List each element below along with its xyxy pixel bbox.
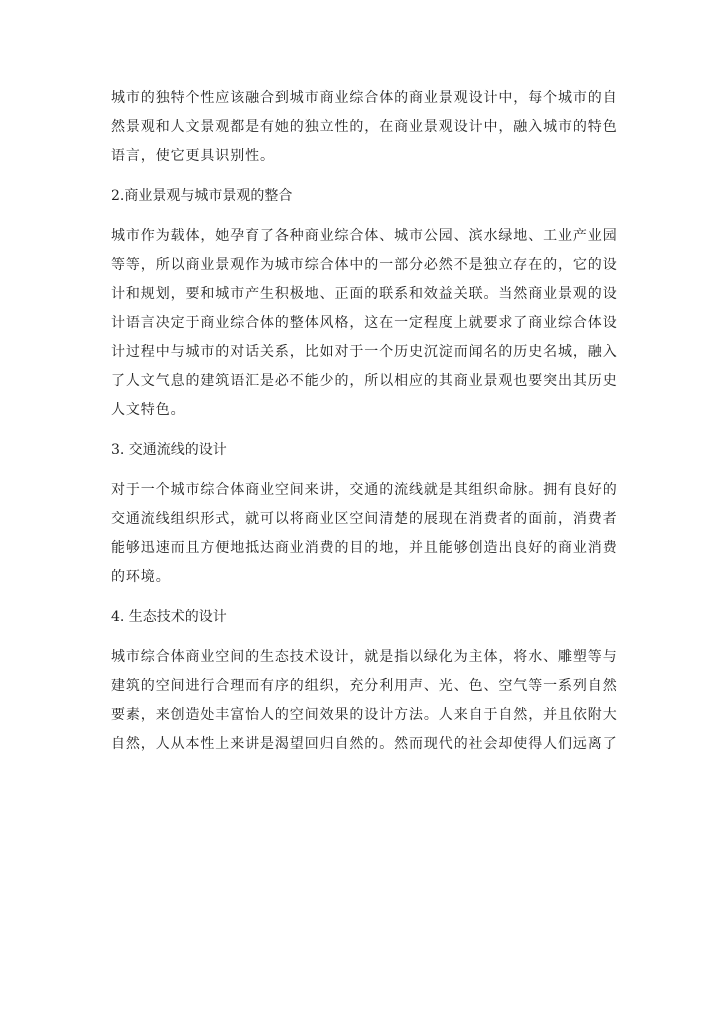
text-line: 城市的独特个性应该融合到城市商业综合体的商业景观设计中，每个城市的自 bbox=[111, 90, 618, 106]
text-line: 计和规划，要和城市产生积极地、正面的联系和效益关联。当然商业景观的设 bbox=[111, 286, 618, 302]
section-heading-eco-tech: 4. 生态技术的设计 bbox=[111, 609, 227, 625]
text-line: 交通流线组织形式，就可以将商业区空间清楚的展现在消费者的面前，消费者 bbox=[111, 511, 618, 527]
text-line: 能够迅速而且方便地抵达商业消费的目的地，并且能够创造出良好的商业消费 bbox=[111, 540, 618, 556]
paragraph-traffic-flow bbox=[111, 476, 618, 592]
text-line: 城市综合体商业空间的生态技术设计，就是指以绿化为主体，将水、雕塑等与 bbox=[111, 649, 618, 665]
text-line: 城市作为载体，她孕育了各种商业综合体、城市公园、滨水绿地、工业产业园 bbox=[111, 228, 618, 244]
text-line: 计过程中与城市的对话关系，比如对于一个历史沉淀而闻名的历史名城，融入 bbox=[111, 344, 618, 360]
text-line: 了人文气息的建筑语汇是必不能少的，所以相应的其商业景观也要突出其历史 bbox=[111, 373, 618, 389]
text-line: 建筑的空间进行合理而有序的组织，充分利用声、光、色、空气等一系列自然 bbox=[111, 678, 618, 694]
text-line: 语言，使它更具识别性。 bbox=[111, 148, 275, 164]
paragraph-landscape-integration bbox=[111, 222, 618, 425]
text-line: 等等，所以商业景观作为城市综合体中的一部分必然不是独立存在的，它的设 bbox=[111, 257, 618, 273]
document-page bbox=[111, 84, 618, 770]
text-line: 要素，来创造处丰富怡人的空间效果的设计方法。人来自于自然，并且依附大 bbox=[111, 707, 618, 723]
section-heading-landscape-integration: 2.商业景观与城市景观的整合 bbox=[111, 188, 293, 204]
section-heading-traffic-flow: 3. 交通流线的设计 bbox=[111, 442, 227, 458]
text-line: 对于一个城市综合体商业空间来讲，交通的流线就是其组织命脉。拥有良好的 bbox=[111, 482, 618, 498]
text-line: 计语言决定于商业综合体的整体风格，这在一定程度上就要求了商业综合体设 bbox=[111, 315, 618, 331]
text-line: 自然，人从本性上来讲是渴望回归自然的。然而现代的社会却使得人们远离了 bbox=[111, 736, 618, 752]
text-line: 然景观和人文景观都是有她的独立性的，在商业景观设计中，融入城市的特色 bbox=[111, 119, 618, 135]
text-line: 人文特色。 bbox=[111, 402, 186, 418]
text-line: 的环境。 bbox=[111, 569, 171, 585]
paragraph-city-identity bbox=[111, 84, 618, 171]
paragraph-eco-tech bbox=[111, 643, 618, 759]
